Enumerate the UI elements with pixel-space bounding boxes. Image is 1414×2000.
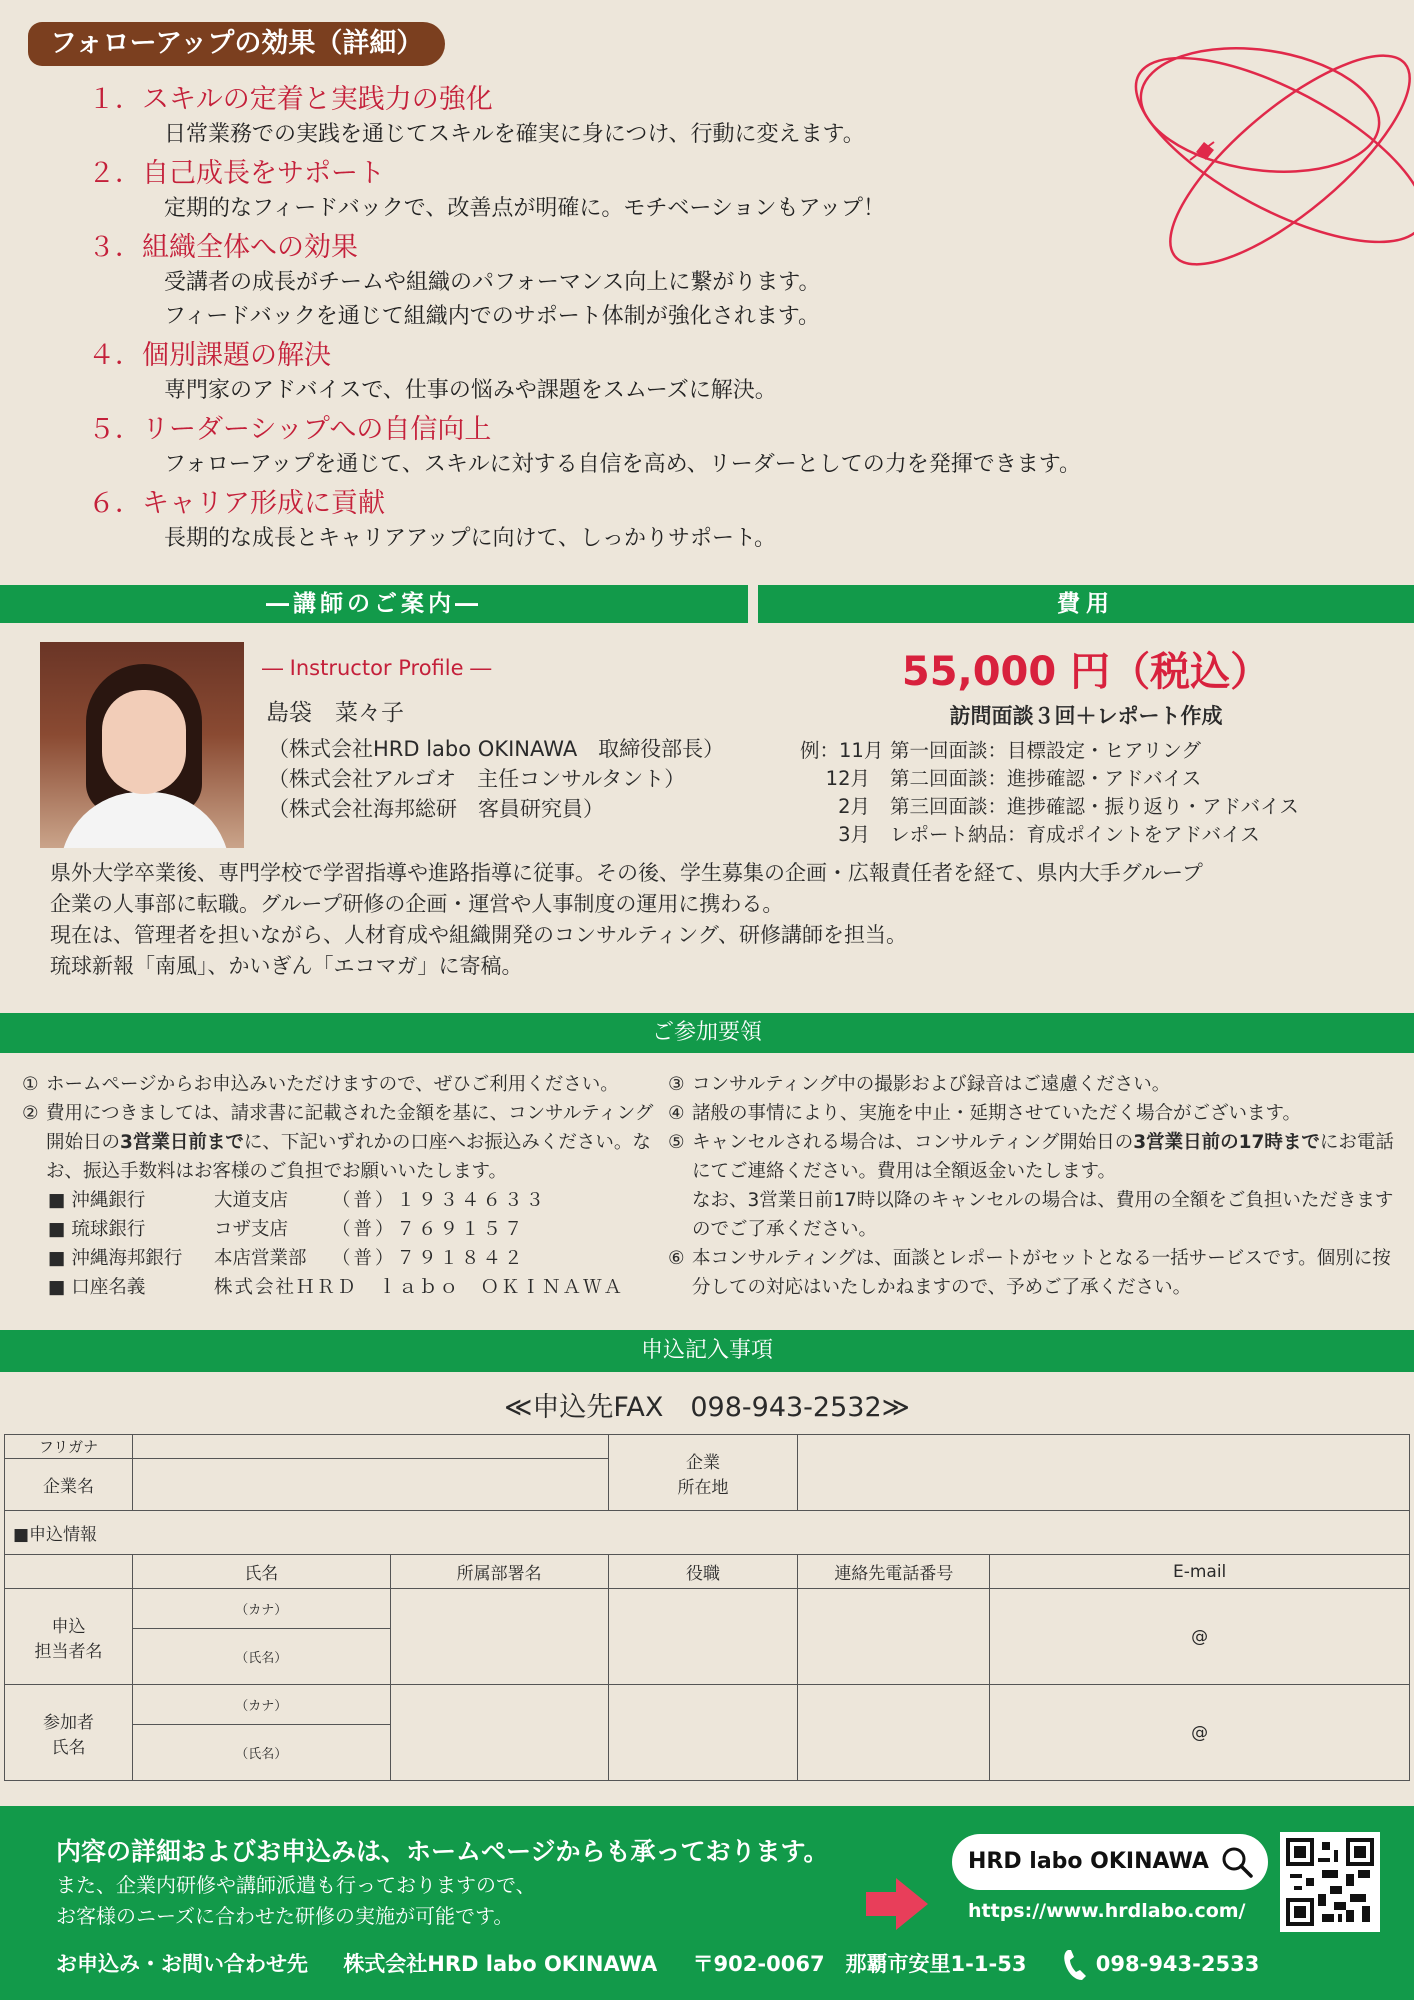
- participation-bar: ご参加要領: [0, 1013, 1414, 1053]
- rule-item: [668, 1128, 1398, 1244]
- furigana-field[interactable]: [132, 1435, 608, 1459]
- application-bar: 申込記入事項: [0, 1330, 1414, 1372]
- phone-icon: [1062, 1948, 1090, 1982]
- footer-headline: 内容の詳細およびお申込みは、ホームページからも承っております。: [56, 1837, 829, 1866]
- furigana-label: フリガナ: [5, 1435, 133, 1459]
- effects-title: フォローアップの効果（詳細）: [28, 22, 445, 66]
- profile-label: ― Instructor Profile ―: [262, 656, 492, 680]
- col-department: 所属部署名: [390, 1555, 608, 1589]
- effect-desc: フィードバックを通じて組織内でのサポート体制が強化されます。: [164, 304, 821, 329]
- participant-name-field[interactable]: （氏名）: [132, 1725, 390, 1781]
- schedule-text: 第一回面談：目標設定・ヒアリング: [890, 739, 1201, 762]
- participant-email-field[interactable]: @: [990, 1685, 1410, 1781]
- schedule-text: 第三回面談：進捗確認・振り返り・アドバイス: [890, 795, 1299, 818]
- effect-item: [88, 412, 1328, 482]
- contact-phone: 098-943-2533: [1095, 1952, 1260, 1976]
- rule-text-post: にお電話にてご連絡ください。費用は全額返金いたします。: [692, 1132, 1394, 1182]
- rule-text: ホームページからお申込みいただけますので、ぜひご利用ください。: [46, 1074, 619, 1095]
- rule-num: ③: [668, 1074, 685, 1095]
- footer-line: また、企業内研修や講師派遣も行っておりますので、: [56, 1873, 536, 1897]
- effect-heading: ２．自己成長をサポート: [88, 158, 385, 189]
- col-phone: 連絡先電話番号: [798, 1555, 990, 1589]
- rule-text-extra: なお、3営業日前17時以降のキャンセルの場合は、費用の全額をご負担いただきますのでご了承ください。: [692, 1190, 1394, 1240]
- search-icon: [1220, 1845, 1254, 1879]
- rule-text-bold: 3営業日前の17時まで: [1133, 1132, 1320, 1153]
- contact-company: 株式会社HRD labo OKINAWA: [343, 1952, 658, 1976]
- effect-desc: 日常業務での実践を通じてスキルを確実に身につけ、行動に変えます。: [164, 122, 865, 147]
- application-form: [4, 1434, 1410, 1781]
- rule-num: ④: [668, 1103, 685, 1124]
- schedule-text: 第二回面談：進捗確認・アドバイス: [890, 767, 1202, 790]
- fax-number: ≪申込先FAX 098-943-2532≫: [504, 1392, 910, 1423]
- schedule-row: [800, 737, 1299, 765]
- bank-name: ■ 沖縄銀行: [48, 1190, 146, 1211]
- participant-department-field[interactable]: [390, 1685, 608, 1781]
- rule-text: 諸般の事情により、実施を中止・延期させていただく場合がございます。: [692, 1103, 1302, 1124]
- effect-desc: 受講者の成長がチームや組織のパフォーマンス向上に繋がります。: [164, 270, 821, 295]
- bank-branch: 本店営業部: [214, 1248, 307, 1269]
- rule-item: [22, 1099, 662, 1186]
- instructor-bio: [50, 858, 1203, 982]
- instructor-roles: [268, 734, 724, 824]
- effect-desc: フォローアップを通じて、スキルに対する自信を高め、リーダーとしての力を発揮できます。: [164, 452, 1081, 477]
- search-box-text: HRD labo OKINAWA: [968, 1849, 1209, 1874]
- rule-text-post: に、下記いずれかの口座へお振込みください。なお、振込手数料はお客様のご負担でお願いいたします。: [46, 1132, 651, 1182]
- effect-item: [88, 486, 1328, 556]
- rule-text: [692, 1128, 1398, 1244]
- bank-account: （普）７９１８４２: [332, 1248, 526, 1269]
- schedule-row: [800, 765, 1299, 793]
- fee-bar: 費用: [758, 585, 1414, 623]
- application-info-heading: ■申込情報: [5, 1511, 1410, 1555]
- footer-contact: [56, 1948, 1259, 1982]
- bank-row: [22, 1244, 662, 1273]
- instructor-name: 島袋 菜々子: [266, 700, 404, 726]
- effect-heading: ３．組織全体への効果: [88, 232, 358, 263]
- instructor-bar: ―講師のご案内―: [0, 585, 748, 623]
- bank-account: （普）７６９１５７: [332, 1219, 526, 1240]
- rule-item: [668, 1099, 1398, 1128]
- bio-line: 企業の人事部に転職。グループ研修の企画・運営や人事制度の運用に携わる。: [50, 892, 784, 916]
- bank-branch: コザ支店: [214, 1219, 289, 1240]
- bank-account: （普）１９３４６３３: [332, 1190, 548, 1211]
- arrow-right-icon: [866, 1874, 930, 1934]
- website-url[interactable]: https://www.hrdlabo.com/: [968, 1900, 1246, 1922]
- rule-text-pre: キャンセルされる場合は、コンサルティング開始日の: [692, 1132, 1134, 1153]
- bank-branch: 大道支店: [214, 1190, 289, 1211]
- applicant-email-field[interactable]: @: [990, 1589, 1410, 1685]
- rules-left: [22, 1070, 662, 1302]
- effect-item: [88, 338, 1328, 408]
- rule-text-pre: 費用につきましては、請求書に記載された金額を基に、コンサルティング開始日の: [46, 1103, 654, 1153]
- account-holder-label: ■ 口座名義: [48, 1277, 146, 1298]
- fee-summary: 訪問面談３回＋レポート作成: [949, 704, 1223, 728]
- schedule-month: 12月: [825, 767, 870, 790]
- company-label: 企業名: [5, 1459, 133, 1511]
- effect-desc: 専門家のアドバイスで、仕事の悩みや課題をスムーズに解決。: [164, 378, 777, 403]
- effect-item: [88, 156, 1328, 226]
- rule-item: [668, 1070, 1398, 1099]
- rule-item: [22, 1070, 662, 1099]
- bio-line: 県外大学卒業後、専門学校で学習指導や進路指導に従事。その後、学生募集の企画・広報責任者を経て、県内大手グループ: [50, 861, 1203, 885]
- rule-text-bold: 3営業日前まで: [120, 1132, 244, 1153]
- bank-row: [22, 1215, 662, 1244]
- qr-code-icon: [1286, 1838, 1374, 1926]
- col-email: E-mail: [990, 1555, 1410, 1589]
- participant-phone-field[interactable]: [798, 1685, 990, 1781]
- footer-line: お客様のニーズに合わせた研修の実施が可能です。: [56, 1904, 514, 1928]
- applicant-phone-field[interactable]: [798, 1589, 990, 1685]
- effect-item: [88, 82, 1328, 152]
- rule-item: [668, 1244, 1398, 1302]
- bio-line: 現在は、管理者を担いながら、人材育成や組織開発のコンサルティング、研修講師を担当。: [50, 923, 908, 947]
- rule-num: ⑤: [668, 1132, 685, 1153]
- role-line: （株式会社海邦総研 客員研究員）: [268, 797, 604, 821]
- role-line: （株式会社HRD labo OKINAWA 取締役部長）: [268, 737, 725, 761]
- participant-kana-field[interactable]: （カナ）: [132, 1685, 390, 1725]
- address-label: 企業 所在地: [608, 1435, 798, 1511]
- bank-name: ■ 琉球銀行: [48, 1219, 146, 1240]
- rules-right: [668, 1070, 1398, 1302]
- col-name: 氏名: [132, 1555, 390, 1589]
- qr-code: [1280, 1832, 1380, 1932]
- effect-heading: ４．個別課題の解決: [88, 340, 331, 371]
- applicant-name-field[interactable]: （氏名）: [132, 1629, 390, 1685]
- footer: [0, 1806, 1414, 2000]
- schedule-row: [800, 793, 1299, 821]
- footer-text: [56, 1870, 536, 1932]
- fee-price: 55,000 円（税込）: [901, 649, 1271, 695]
- effect-heading: １．スキルの定着と実践力の強化: [88, 84, 493, 115]
- role-line: （株式会社アルゴオ 主任コンサルタント）: [268, 767, 686, 791]
- rule-num: ②: [22, 1103, 39, 1124]
- effect-heading: ６．キャリア形成に貢献: [88, 488, 385, 519]
- schedule-month: 3月: [838, 823, 870, 846]
- rule-num: ①: [22, 1074, 39, 1095]
- applicant-label: 申込 担当者名: [5, 1589, 133, 1685]
- effects-list: [88, 82, 1328, 560]
- rule-text: [46, 1099, 662, 1186]
- company-field[interactable]: [132, 1459, 608, 1511]
- effect-item: [88, 230, 1328, 334]
- schedule-row: [800, 821, 1299, 849]
- bank-name: ■ 沖縄海邦銀行: [48, 1248, 183, 1269]
- schedule-month: 2月: [838, 795, 870, 818]
- effect-heading: ５．リーダーシップへの自信向上: [88, 414, 492, 445]
- bank-row: [22, 1273, 662, 1302]
- bio-line: 琉球新報「南風」、かいぎん「エコマガ」に寄稿。: [50, 954, 523, 978]
- rule-text: 本コンサルティングは、面談とレポートがセットとなる一括サービスです。個別に按分しての対応はいたしかねますので、予めご了承ください。: [692, 1248, 1391, 1298]
- instructor-photo: [40, 642, 244, 848]
- contact-address: 〒902-0067 那覇市安里1-1-53: [692, 1952, 1027, 1976]
- account-holder: 株式会社ＨＲＤ ｌａｂｏ ＯＫＩＮＡＷＡ: [214, 1277, 625, 1298]
- participant-position-field[interactable]: [608, 1685, 798, 1781]
- schedule-text: レポート納品：育成ポイントをアドバイス: [890, 823, 1260, 846]
- participant-label: 参加者 氏名: [5, 1685, 133, 1781]
- search-box[interactable]: [952, 1834, 1268, 1890]
- applicant-position-field[interactable]: [608, 1589, 798, 1685]
- effect-desc: 長期的な成長とキャリアアップに向けて、しっかりサポート。: [164, 526, 777, 551]
- applicant-kana-field[interactable]: （カナ）: [132, 1589, 390, 1629]
- address-field[interactable]: [798, 1435, 1410, 1511]
- rule-text: コンサルティング中の撮影および録音はご遠慮ください。: [692, 1074, 1171, 1095]
- col-position: 役職: [608, 1555, 798, 1589]
- blank-header: [5, 1555, 133, 1589]
- contact-label: お申込み・お問い合わせ先: [56, 1952, 308, 1976]
- bank-row: [22, 1186, 662, 1215]
- rule-num: ⑥: [668, 1248, 685, 1269]
- effect-desc: 定期的なフィードバックで、改善点が明確に。モチベーションもアップ！: [164, 196, 885, 221]
- schedule-month: 例：11月: [800, 739, 884, 762]
- applicant-department-field[interactable]: [390, 1589, 608, 1685]
- fee-schedule: [800, 737, 1299, 849]
